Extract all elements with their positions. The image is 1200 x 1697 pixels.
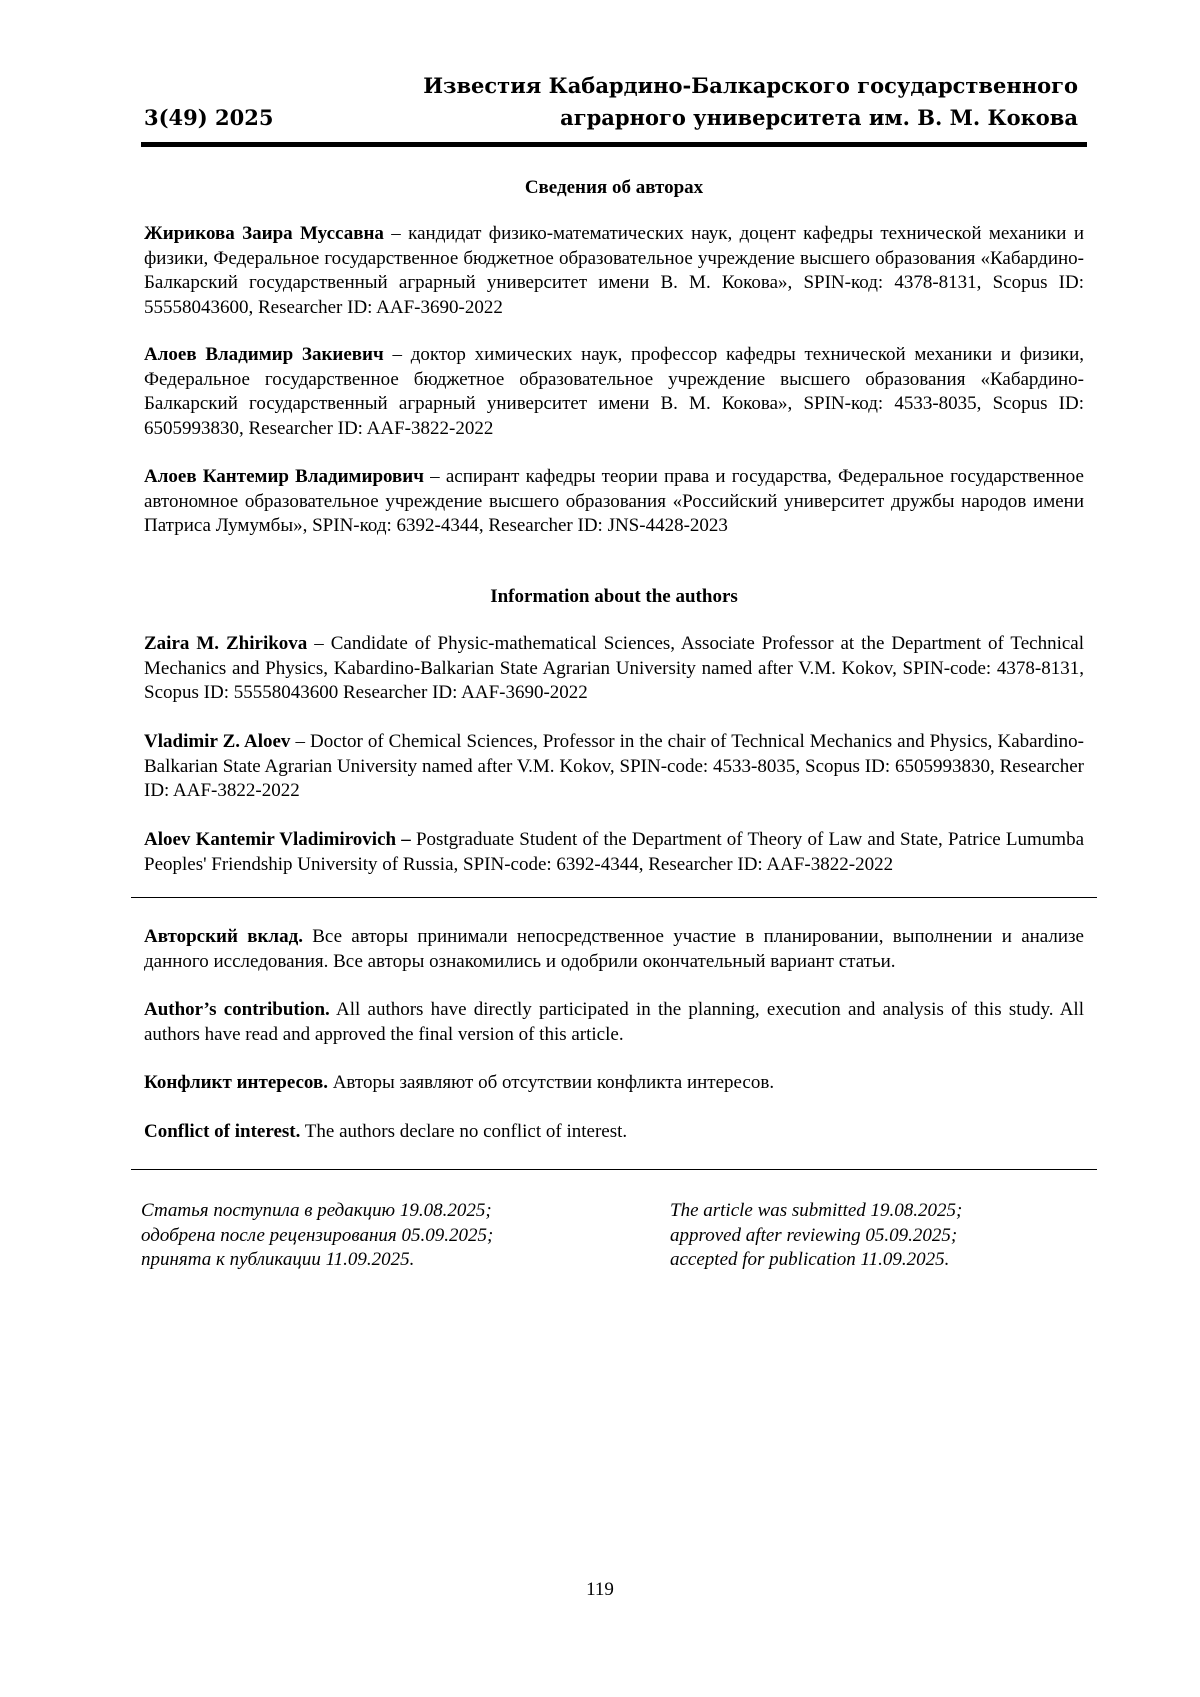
author-en-1 bbox=[144, 632, 1084, 706]
author-en-3 bbox=[144, 828, 1084, 877]
journal-title-line-1: Известия Кабардино-Балкарского государственного bbox=[378, 70, 1078, 102]
author-ru-1 bbox=[144, 222, 1084, 320]
journal-page bbox=[0, 0, 1200, 1697]
author-en-3-name: Aloev Kantemir Vladimirovich – bbox=[144, 829, 411, 850]
contribution-en-label: Author’s contribution. bbox=[144, 999, 330, 1020]
section-divider-1 bbox=[131, 897, 1097, 898]
date-en-submitted: The article was submitted 19.08.2025; bbox=[670, 1199, 962, 1224]
contribution-ru bbox=[144, 925, 1084, 974]
date-ru-submitted: Статья поступила в редакцию 19.08.2025; bbox=[141, 1199, 493, 1224]
contribution-en-text: All authors have directly participated in the planning, execution and analysis of this study. All authors have read and approved the final version of this article. bbox=[144, 999, 1084, 1045]
date-en-accepted: accepted for publication 11.09.2025. bbox=[670, 1248, 962, 1273]
dates-ru bbox=[141, 1199, 493, 1273]
conflict-en bbox=[144, 1120, 1084, 1145]
author-ru-1-details: – кандидат физико-математических наук, доцент кафедры технической механики и физики, Федеральное государственное бюджетное образовательное учреждение высшего образования «Кабардино-Балкарский государственный аграрный университет имени В. М. Кокова», SPIN-код: 4378-8131, Scopus ID: 55558043600, Researcher ID: AAF-3690-2022 bbox=[144, 223, 1084, 318]
date-ru-accepted: принята к публикации 11.09.2025. bbox=[141, 1248, 493, 1273]
header-divider bbox=[141, 142, 1087, 147]
page-number: 119 bbox=[0, 1577, 1200, 1602]
contribution-en bbox=[144, 998, 1084, 1047]
author-en-2-name: Vladimir Z. Aloev bbox=[144, 731, 290, 752]
author-ru-3 bbox=[144, 465, 1084, 539]
author-ru-1-name: Жирикова Заира Муссавна bbox=[144, 223, 384, 244]
conflict-ru-label: Конфликт интересов. bbox=[144, 1072, 328, 1093]
author-ru-3-details: – аспирант кафедры теории права и государства, Федеральное государственное автономное образовательное учреждение высшего образования «Российский университет дружбы народов имени Патриса Лумумбы», SPIN-код: 6392-4344, Researcher ID: JNS-4428-2023 bbox=[144, 466, 1084, 536]
author-ru-2-name: Алоев Владимир Закиевич bbox=[144, 344, 384, 365]
author-en-1-name: Zaira M. Zhirikova bbox=[144, 633, 307, 654]
author-ru-2-details: – доктор химических наук, профессор кафедры технической механики и физики, Федеральное государственное бюджетное образовательное учреждение высшего образования «Кабардино-Балкарский государственный аграрный университет имени В. М. Кокова», SPIN-код: 4533-8035, Scopus ID: 6505993830, Researcher ID: AAF-3822-2022 bbox=[144, 344, 1084, 439]
author-en-2 bbox=[144, 730, 1084, 804]
author-en-2-details: – Doctor of Chemical Sciences, Professor in the chair of Technical Mechanics and Physics, Kabardino-Balkarian State Agrarian University named after V.M. Kokov, SPIN-code: 4533-8035, Scopus ID: 6505993830, Researcher ID: AAF-3822-2022 bbox=[144, 731, 1084, 801]
section-title-en: Information about the authors bbox=[141, 584, 1087, 609]
contribution-ru-label: Авторский вклад. bbox=[144, 926, 303, 947]
author-ru-3-name: Алоев Кантемир Владимирович bbox=[144, 466, 424, 487]
journal-title bbox=[378, 70, 1078, 134]
date-ru-approved: одобрена после рецензирования 05.09.2025; bbox=[141, 1224, 493, 1249]
conflict-en-text: The authors declare no conflict of interest. bbox=[300, 1121, 627, 1142]
conflict-ru-text: Авторы заявляют об отсутствии конфликта интересов. bbox=[328, 1072, 774, 1093]
issue-number: 3(49) 2025 bbox=[144, 102, 273, 134]
author-en-3-details: Postgraduate Student of the Department of Theory of Law and State, Patrice Lumumba Peoples' Friendship University of Russia, SPIN-code: 6392-4344, Researcher ID: AAF-3822-2022 bbox=[144, 829, 1084, 875]
section-title-ru: Сведения об авторах bbox=[141, 175, 1087, 200]
journal-title-line-2: аграрного университета им. В. М. Кокова bbox=[378, 102, 1078, 134]
date-en-approved: approved after reviewing 05.09.2025; bbox=[670, 1224, 962, 1249]
author-ru-2 bbox=[144, 343, 1084, 441]
conflict-en-label: Conflict of interest. bbox=[144, 1121, 300, 1142]
dates-en bbox=[670, 1199, 962, 1273]
section-divider-2 bbox=[131, 1169, 1097, 1170]
author-en-1-details: – Candidate of Physic-mathematical Sciences, Associate Professor at the Department of Technical Mechanics and Physics, Kabardino-Balkarian State Agrarian University named after V.M. Kokov, SPIN-code: 4378-8131, Scopus ID: 55558043600 Researcher ID: AAF-3690-2022 bbox=[144, 633, 1084, 703]
contribution-ru-text: Все авторы принимали непосредственное участие в планировании, выполнении и анализе данного исследования. Все авторы ознакомились и одобрили окончательный вариант статьи. bbox=[144, 926, 1084, 972]
conflict-ru bbox=[144, 1071, 1084, 1096]
